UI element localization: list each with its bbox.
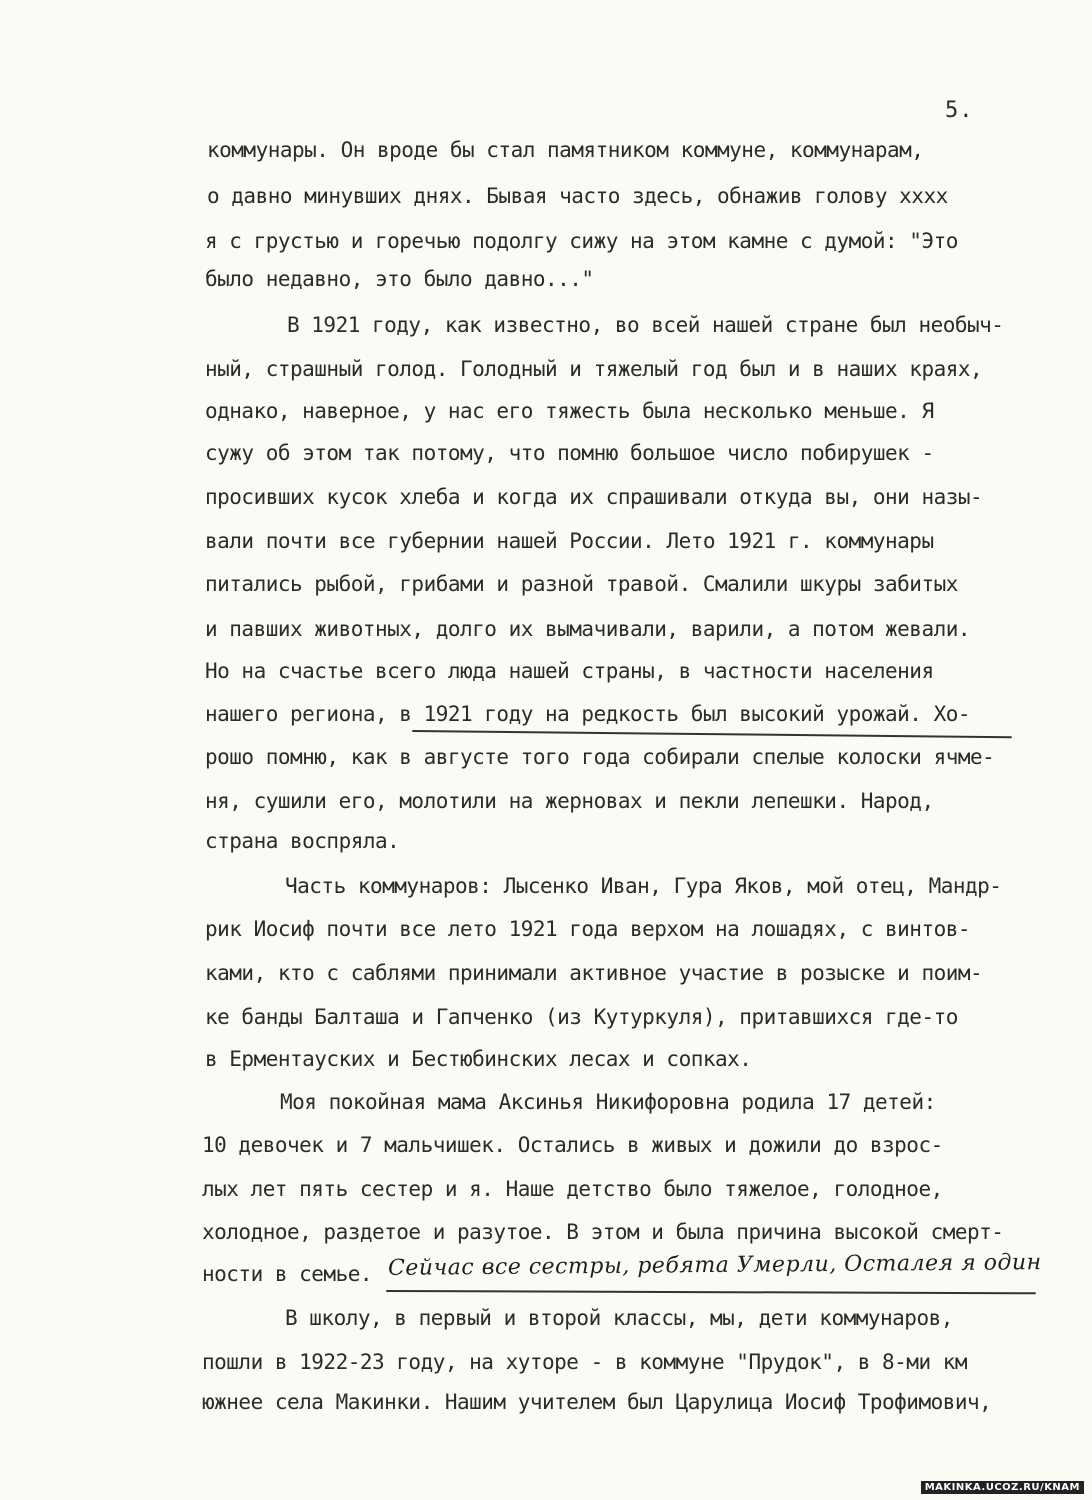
underline-mark [412, 730, 1012, 738]
text-line: сужу об этом так потому, что помню большое число побирушек - [205, 441, 934, 465]
text-line: я с грустью и горечью подолгу сижу на этом камне с думой: "Это [205, 229, 958, 253]
text-line: было недавно, это было давно..." [205, 267, 594, 291]
text-line: вали почти все губернии нашей России. Лето 1921 г. коммунары [205, 529, 934, 553]
text-line: В 1921 году, как известно, во всей нашей стране был необыч- [287, 313, 1004, 337]
text-line: холодное, раздетое и разутое. В этом и была причина высокой смерт- [202, 1220, 1004, 1244]
text-line: южнее села Макинки. Нашим учителем был Царулица Иосиф Трофимович, [202, 1390, 992, 1414]
text-line: коммунары. Он вроде бы стал памятником коммуне, коммунарам, [207, 138, 924, 162]
text-line: в Ерментауских и Бестюбинских лесах и сопках. [205, 1047, 752, 1071]
text-line: о давно минувших днях. Бывая часто здесь, обнажив голову хххх [207, 184, 948, 208]
text-line: Но на счастье всего люда нашей страны, в частности населения [205, 659, 934, 683]
text-line: В школу, в первый и второй классы, мы, дети коммунаров, [285, 1306, 953, 1330]
text-line: рик Иосиф почти все лето 1921 года верхом на лошадях, с винтов- [205, 917, 971, 941]
text-line: Моя покойная мама Аксинья Никифоровна родила 17 детей: [280, 1090, 936, 1114]
handwritten-note: Сейчас все сестры, ребята Умерли, Осталея я один [387, 1250, 1042, 1281]
text-line: просивших кусок хлеба и когда их спрашивали откуда вы, они назы- [205, 485, 983, 509]
text-line: однако, наверное, у нас его тяжесть была несколько меньше. Я [205, 399, 934, 423]
text-line: рошо помню, как в августе того года собирали спелые колоски ячме- [205, 745, 995, 769]
page-number: 5. [945, 98, 974, 123]
text-line: нашего региона, в 1921 году на редкость был высокий урожай. Хо- [205, 702, 971, 726]
watermark: MAKINKA.UCOZ.RU/KNAM [921, 1481, 1084, 1494]
text-line: питались рыбой, грибами и разной травой. Смалили шкуры забитых [205, 572, 958, 596]
handwriting-underline [386, 1290, 1036, 1294]
text-line: лых лет пять сестер и я. Наше детство было тяжелое, голодное, [202, 1177, 943, 1201]
text-line: страна воспряла. [205, 829, 400, 853]
text-line: пошли в 1922-23 году, на хуторе - в коммуне "Прудок", в 8-ми км [202, 1350, 968, 1374]
text-line: ный, страшный голод. Голодный и тяжелый год был и в наших краях, [205, 357, 983, 381]
text-line: ности в семье. [202, 1262, 373, 1286]
text-line: и павших животных, долго их вымачивали, варили, а потом жевали. [205, 617, 971, 641]
text-line: ке банды Балташа и Гапченко (из Кутуркуля), притавшихся где-то [205, 1005, 958, 1029]
text-line: ками, кто с саблями принимали активное участие в розыске и поим- [205, 961, 983, 985]
text-line: ня, сушили его, молотили на жерновах и пекли лепешки. Народ, [205, 789, 934, 813]
text-line: Часть коммунаров: Лысенко Иван, Гура Яков, мой отец, Мандр- [285, 874, 1002, 898]
text-line: 10 девочек и 7 мальчишек. Остались в живых и дожили до взрос- [202, 1133, 943, 1157]
